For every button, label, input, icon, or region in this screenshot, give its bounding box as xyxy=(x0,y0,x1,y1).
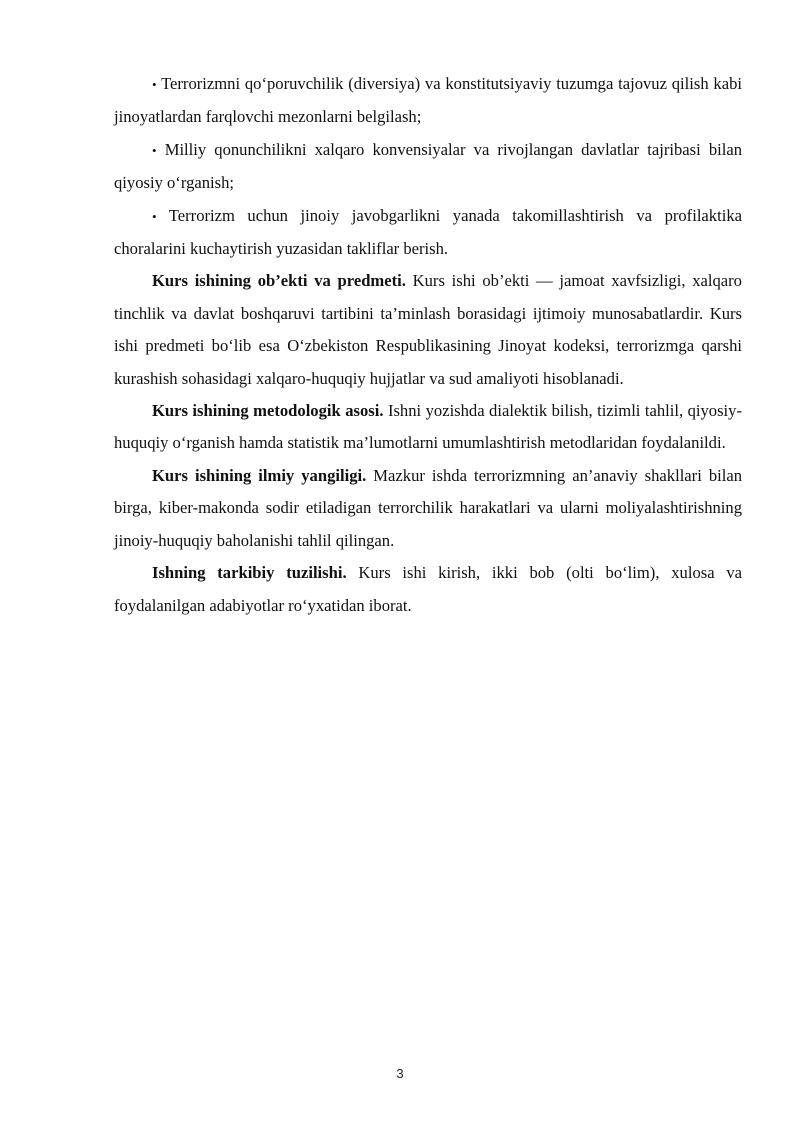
bullet-marker: • xyxy=(152,208,157,224)
bullet-text: Terrorizmni qo‘poruvchilik (diversiya) va konstitutsiyaviy tuzumga tajovuz qilish kabi jinoyatlardan farqlovchi mezonlarni belgilash; xyxy=(114,74,742,127)
section-methodology xyxy=(114,395,742,460)
bullet-item-criteria xyxy=(114,68,742,134)
section-novelty xyxy=(114,460,742,557)
section-text: Kurs ishi ob’ekti — jamoat xavfsizligi, xalqaro tinchlik va davlat boshqaruvi tartibini ta’minlash borasidagi ijtimoiy munosabatlardir. Kurs ishi predmeti bo‘lib esa O‘zbekiston Respublikasining Jinoyat kodeksi, terrorizmga qarshi kurashish sohasidagi xalqaro-huquqiy hujjatlar va sud amaliyoti hisoblanadi. xyxy=(114,271,742,388)
section-heading: Kurs ishining ob’ekti va predmeti. xyxy=(152,271,406,291)
section-text: Kurs ishi kirish, ikki bob (olti bo‘lim), xulosa va foydalanilgan adabiyotlar ro‘yxatidan iborat. xyxy=(114,563,742,615)
bullet-marker: • xyxy=(152,77,157,92)
bullet-text: Milliy qonunchilikni xalqaro konvensiyalar va rivojlangan davlatlar tajribasi bilan qiyosiy o‘rganish; xyxy=(114,139,743,193)
bullet-item-comparison xyxy=(114,134,742,200)
section-heading: Kurs ishining ilmiy yangiligi. xyxy=(152,465,367,485)
bullet-text: Terrorizm uchun jinoiy javobgarlikni yanada takomillashtirish va profilaktika choralarini kuchaytirish yuzasidan takliflar berish. xyxy=(114,205,742,259)
section-text: Mazkur ishda terrorizmning an’anaviy shakllari bilan birga, kiber-makonda sodir etiladigan terrorchilik harakatlari va ularni moliyalashtirishning jinoiy-huquqiy baholanishi tahlil qilingan. xyxy=(114,465,743,550)
section-structure xyxy=(114,557,742,622)
bullet-marker: • xyxy=(152,142,157,158)
section-heading: Kurs ishining metodologik asosi. xyxy=(152,401,384,421)
document-page xyxy=(114,68,742,622)
section-text: Ishni yozishda dialektik bilish, tizimli tahlil, qiyosiy-huquqiy o‘rganish hamda statistik ma’lumotlarni umumlashtirish metodlaridan foydalanildi. xyxy=(114,401,742,453)
section-heading: Ishning tarkibiy tuzilishi. xyxy=(152,563,347,583)
bullet-item-proposals xyxy=(114,200,742,266)
section-object-subject xyxy=(114,265,742,395)
page-number: 3 xyxy=(396,1066,404,1081)
